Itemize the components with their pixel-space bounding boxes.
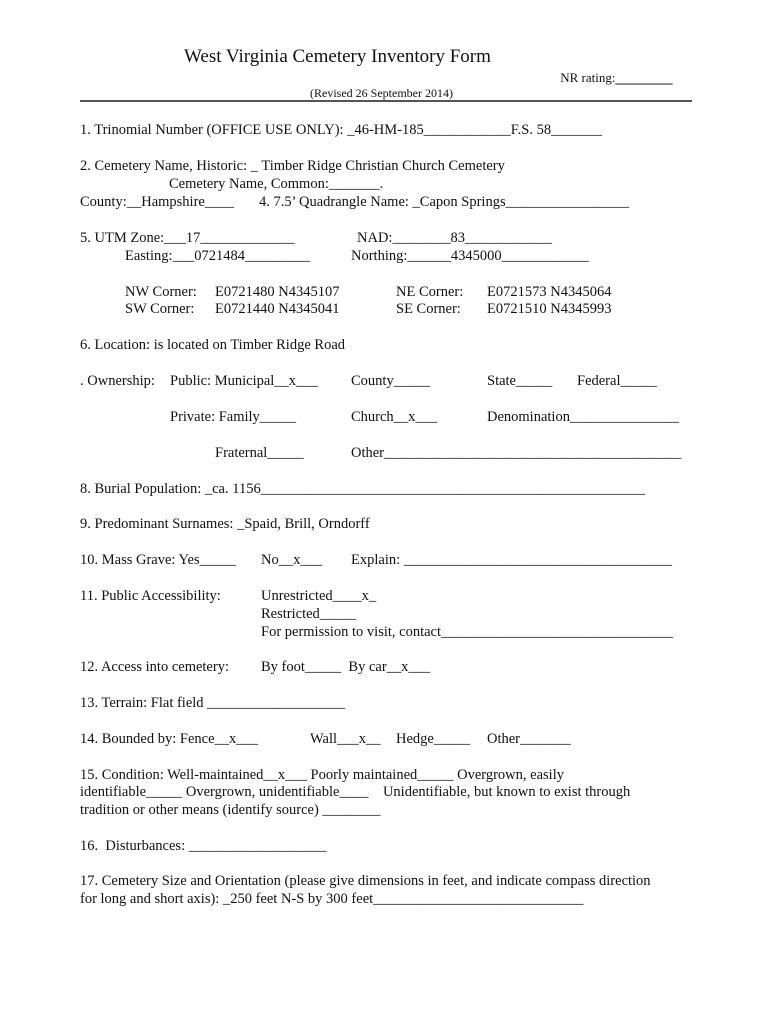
- nw-corner-label: NW Corner:: [125, 284, 197, 300]
- trinomial-number-field[interactable]: 1. Trinomial Number (OFFICE USE ONLY): _46-HM-185____________F.S. 58_______: [80, 122, 602, 138]
- quadrangle-name-field[interactable]: 4. 7.5’ Quadrangle Name: _Capon Springs_________________: [259, 194, 629, 210]
- ne-corner-value[interactable]: E0721573 N4345064: [487, 284, 612, 300]
- access-into-cemetery-options[interactable]: By foot_____ By car__x___: [261, 659, 431, 675]
- predominant-surnames-field[interactable]: 9. Predominant Surnames: _Spaid, Brill, Orndorff: [80, 516, 370, 532]
- nw-corner-value[interactable]: E0721480 N4345107: [215, 284, 340, 300]
- county-field[interactable]: County:__Hampshire____: [80, 194, 234, 210]
- size-orientation-line-2[interactable]: for long and short axis): _250 feet N-S by 300 feet_____________________________: [80, 891, 584, 907]
- mass-grave-explain[interactable]: Explain: _____________________________________: [351, 552, 673, 568]
- form-title: West Virginia Cemetery Inventory Form: [184, 46, 491, 67]
- ownership-private-family[interactable]: Private: Family_____: [170, 409, 297, 425]
- ownership-county[interactable]: County_____: [351, 373, 430, 389]
- se-corner-value[interactable]: E0721510 N4345993: [487, 301, 612, 317]
- bounded-by-fence[interactable]: 14. Bounded by: Fence__x___: [80, 731, 259, 747]
- public-accessibility-label: 11. Public Accessibility:: [80, 588, 221, 604]
- location-field[interactable]: 6. Location: is located on Timber Ridge Road: [80, 337, 346, 353]
- access-into-cemetery-label: 12. Access into cemetery:: [80, 659, 229, 675]
- ownership-label: . Ownership:: [80, 373, 155, 389]
- accessibility-restricted[interactable]: Restricted_____: [261, 606, 357, 622]
- condition-line-1[interactable]: 15. Condition: Well-maintained__x___ Poorly maintained_____ Overgrown, easily: [80, 767, 564, 783]
- northing-field[interactable]: Northing:______4345000____________: [351, 248, 589, 264]
- mass-grave-no[interactable]: No__x___: [261, 552, 323, 568]
- bounded-by-other[interactable]: Other_______: [487, 731, 571, 747]
- nr-rating-blank: ______: [615, 66, 673, 87]
- bounded-by-wall[interactable]: Wall___x__: [310, 731, 381, 747]
- condition-line-2[interactable]: identifiable_____ Overgrown, unidentifiable____ Unidentifiable, but known to exist through: [80, 784, 631, 800]
- nr-rating-field[interactable]: [553, 50, 673, 87]
- nr-rating-label: NR rating:: [560, 70, 616, 85]
- ownership-denomination[interactable]: Denomination_______________: [487, 409, 679, 425]
- mass-grave-yes[interactable]: 10. Mass Grave: Yes_____: [80, 552, 236, 568]
- sw-corner-label: SW Corner:: [125, 301, 195, 317]
- se-corner-label: SE Corner:: [396, 301, 461, 317]
- utm-zone-field[interactable]: 5. UTM Zone:___17_____________: [80, 230, 295, 246]
- ownership-other[interactable]: Other_________________________________________: [351, 445, 682, 461]
- burial-population-field[interactable]: 8. Burial Population: _ca. 1156_____________________________________________________: [80, 481, 645, 497]
- nad-field[interactable]: NAD:________83____________: [357, 230, 552, 246]
- ownership-fraternal[interactable]: Fraternal_____: [215, 445, 304, 461]
- ownership-public-municipal[interactable]: Public: Municipal__x___: [170, 373, 318, 389]
- ownership-federal[interactable]: Federal_____: [577, 373, 657, 389]
- disturbances-field[interactable]: 16. Disturbances: ___________________: [80, 838, 327, 854]
- header-divider: [80, 100, 692, 102]
- ne-corner-label: NE Corner:: [396, 284, 464, 300]
- accessibility-unrestricted[interactable]: Unrestricted____x_: [261, 588, 377, 604]
- easting-field[interactable]: Easting:___0721484_________: [125, 248, 311, 264]
- ownership-church[interactable]: Church__x___: [351, 409, 438, 425]
- size-orientation-line-1: 17. Cemetery Size and Orientation (please give dimensions in feet, and indicate compass direction: [80, 873, 651, 889]
- condition-line-3[interactable]: tradition or other means (identify source) ________: [80, 802, 381, 818]
- bounded-by-hedge[interactable]: Hedge_____: [396, 731, 471, 747]
- cemetery-name-common-field[interactable]: Cemetery Name, Common:_______.: [169, 176, 384, 192]
- revised-date: (Revised 26 September 2014): [310, 86, 453, 100]
- ownership-state[interactable]: State_____: [487, 373, 553, 389]
- sw-corner-value[interactable]: E0721440 N4345041: [215, 301, 340, 317]
- accessibility-permission-contact[interactable]: For permission to visit, contact________________________________: [261, 624, 674, 640]
- cemetery-name-historic-field[interactable]: 2. Cemetery Name, Historic: _ Timber Ridge Christian Church Cemetery: [80, 158, 505, 174]
- terrain-field[interactable]: 13. Terrain: Flat field ___________________: [80, 695, 345, 711]
